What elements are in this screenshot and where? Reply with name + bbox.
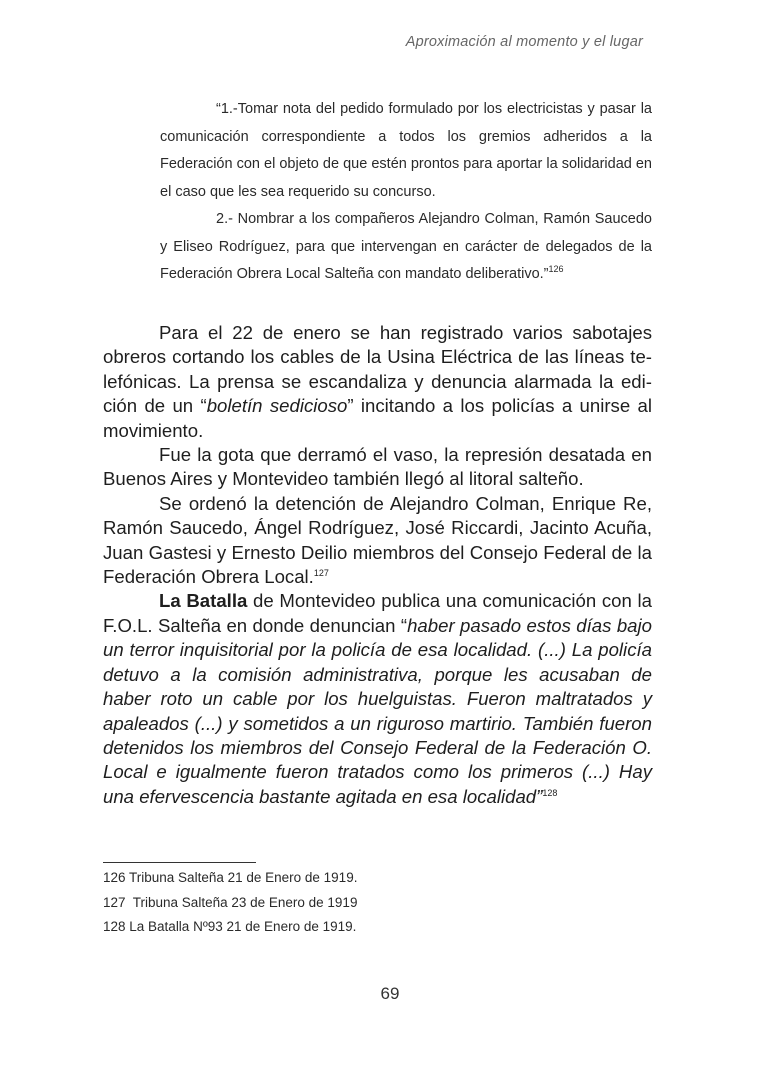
quote-paragraph-2 xyxy=(160,206,652,289)
block-quote xyxy=(160,96,652,289)
body-paragraph-2 xyxy=(103,443,652,492)
quote-paragraph-1-text: “1.-Tomar nota del pedido formulado por los electricistas y pasar la comunicación correspondiente a todos los gremios adheridos a la Federación con el objeto de que estén prontos para aportar la solidaridad en el caso que les sea requerido su concurso. xyxy=(160,101,652,200)
footnote-separator xyxy=(103,862,256,863)
page-number: 69 xyxy=(380,984,400,1003)
footnotes xyxy=(103,866,357,940)
body-paragraph-1-start: Para el 22 de enero se han registrado varios sabotajes obreros cortando los cables de la Usina Eléctrica de las líneas telefónicas. La prensa se escandaliza y denuncia alarmada la edición de un “ xyxy=(103,322,652,417)
body-paragraph-4 xyxy=(103,589,652,809)
body-paragraph-4-quote-italic: haber pasado estos días bajo un terror inquisitorial por la policía de esa localidad. (...) La policía detuvo a la comisión administrativa, porque les acusaban de haber roto un cable por los huelguistas. Fueron maltratados y apaleados (...) y sometidos a un riguroso martirio. También fueron detenidos los miembros del Consejo Federal de la Federación O. Local e igualmente fueron tratados como los primeros (...) Hay una efervescencia bastante agitada en esa localidad” xyxy=(103,614,652,807)
footnote-ref-126: 126 xyxy=(548,264,564,275)
quote-paragraph-2-text: 2.- Nombrar a los compañeros Alejandro Colman, Ramón Saucedo y Eliseo Rodríguez, para que intervengan en carácter de delegados de la Federación Obrera Local Salteña con mandato deliberativo.” xyxy=(160,211,652,282)
quote-paragraph-1 xyxy=(160,96,652,206)
footnote-ref-127: 127 xyxy=(313,567,329,578)
newspaper-name-bold: La Batalla xyxy=(159,590,248,612)
body-paragraph-1-italic: boletín sedicioso xyxy=(206,395,348,417)
body-paragraph-1-end: ” incitando a los policías a unirse al movimiento. xyxy=(103,395,652,441)
footnote-127: 127 Tribuna Salteña 23 de Enero de 1919 xyxy=(103,894,358,910)
running-header-title: Aproximación al momento y el lugar xyxy=(405,34,643,50)
body-paragraph-2-text: Fue la gota que derramó el vaso, la represión desatada en Buenos Aires y Montevideo también llegó al litoral salteño. xyxy=(103,444,652,490)
body-text xyxy=(103,321,652,809)
body-paragraph-4-start: de Montevideo publica una comunicación con la F.O.L. Salteña en donde denuncian “ xyxy=(103,590,652,636)
footnote-126: 126 Tribuna Salteña 21 de Enero de 1919. xyxy=(103,870,358,885)
body-paragraph-1 xyxy=(103,321,652,443)
footnote-128: 128 La Batalla Nº93 21 de Enero de 1919. xyxy=(103,919,357,934)
footnote-ref-128: 128 xyxy=(542,787,558,798)
body-paragraph-3 xyxy=(103,492,652,590)
body-paragraph-3-text: Se ordenó la detención de Alejandro Colman, Enrique Re, Ramón Saucedo, Ángel Rodríguez, José Riccardi, Jacinto Acuña, Juan Gastesi y Ernesto Deilio miembros del Consejo Federal de la Federación Obrera Local. xyxy=(103,492,652,588)
